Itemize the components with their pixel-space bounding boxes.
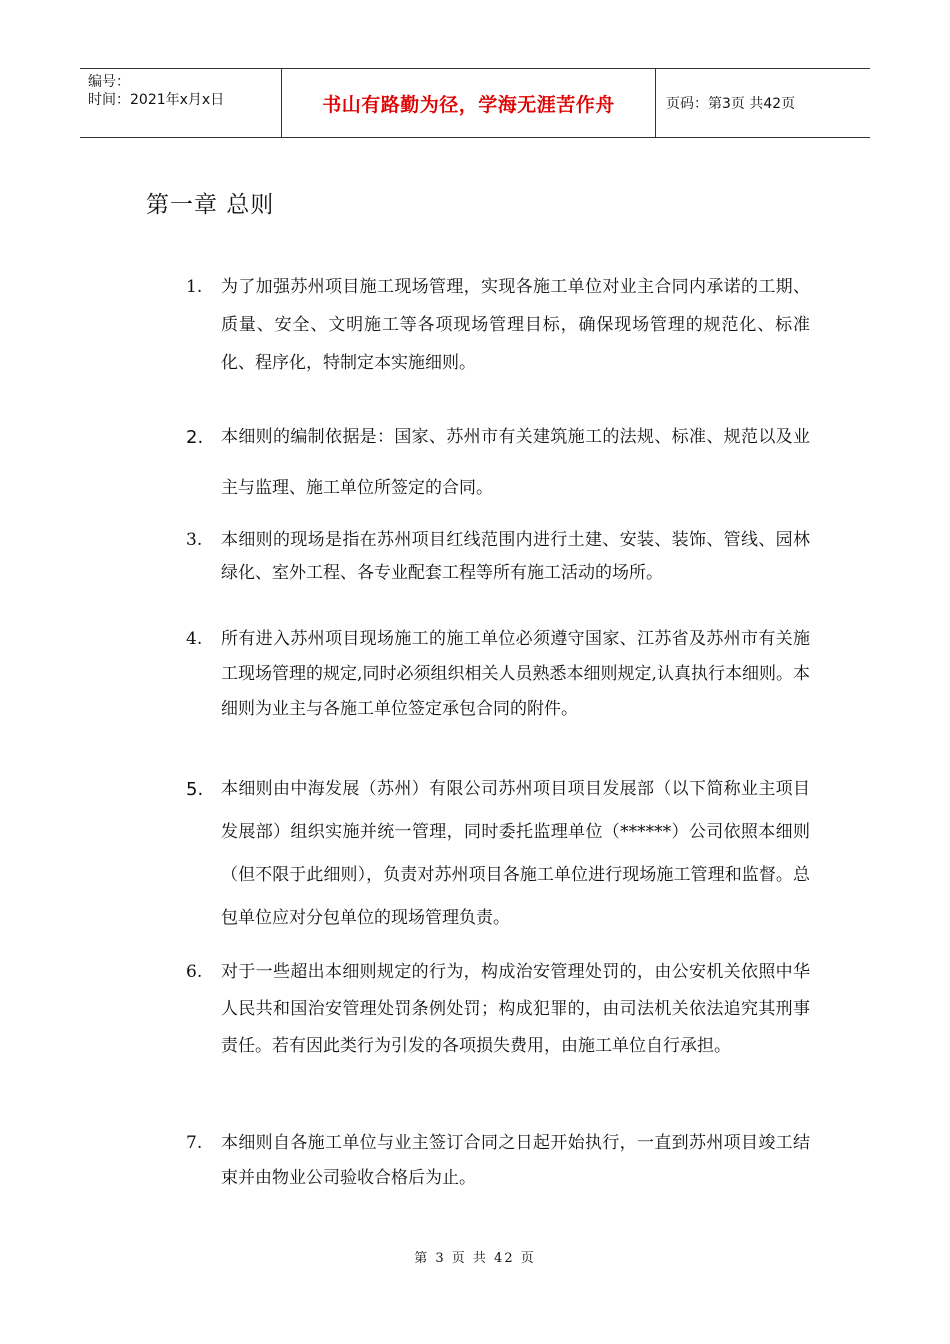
- clause-number: 1.: [186, 277, 203, 297]
- clause-item: [186, 768, 810, 940]
- clause-number: 7.: [186, 1133, 203, 1153]
- header-page-label: 页码：第3页 共42页: [666, 96, 796, 112]
- clause-item: [186, 268, 810, 382]
- clause-text: 为了加强苏州项目施工现场管理，实现各施工单位对业主合同内承诺的工期、质量、安全、文明施工等各项现场管理目标，确保现场管理的规范化、标准化、程序化，特制定本实施细则。: [221, 277, 810, 373]
- page-footer: 第 3 页 共 42 页: [414, 1251, 536, 1266]
- chapter-title: 第一章 总则: [146, 192, 275, 218]
- clause-item: [186, 1126, 810, 1196]
- clause-text: 本细则由中海发展（苏州）有限公司苏州项目项目发展部（以下简称业主项目发展部）组织实施并统一管理，同时委托监理单位（******）公司依照本细则（但不限于此细则），负责对苏州项目各施工单位进行现场施工管理和监督。总包单位应对分包单位的现场管理负责。: [221, 779, 810, 928]
- document-header: [80, 68, 870, 138]
- header-info-cell: [80, 69, 282, 137]
- clause-number: 2.: [186, 427, 204, 448]
- clause-item: [186, 412, 810, 514]
- clause-text: 本细则的编制依据是：国家、苏州市有关建筑施工的法规、标准、规范以及业主与监理、施工单位所签定的合同。: [221, 427, 810, 498]
- clause-text: 所有进入苏州项目现场施工的施工单位必须遵守国家、江苏省及苏州市有关施工现场管理的规定,同时必须组织相关人员熟悉本细则规定,认真执行本细则。本细则为业主与各施工单位签定承包合同的附件。: [221, 629, 810, 719]
- clause-text: 本细则自各施工单位与业主签订合同之日起开始执行，一直到苏州项目竣工结束并由物业公司验收合格后为止。: [221, 1133, 810, 1188]
- clause-item: [186, 954, 810, 1065]
- clause-text: 对于一些超出本细则规定的行为，构成治安管理处罚的，由公安机关依照中华人民共和国治安管理处罚条例处罚；构成犯罪的，由司法机关依法追究其刑事责任。若有因此类行为引发的各项损失费用，由施工单位自行承担。: [221, 962, 810, 1056]
- clause-item: [186, 524, 810, 590]
- clause-number: 3.: [186, 530, 203, 550]
- document-code-label: 编号：: [88, 74, 130, 90]
- clause-number: 5.: [186, 779, 204, 800]
- clause-number: 4.: [186, 629, 203, 649]
- clause-text: 本细则的现场是指在苏州项目红线范围内进行土建、安装、装饰、管线、园林绿化、室外工程、各专业配套工程等所有施工活动的场所。: [221, 530, 810, 583]
- header-motto: 书山有路勤为径，学海无涯苦作舟: [282, 69, 656, 137]
- clause-number: 6.: [186, 962, 203, 982]
- document-date-label: 时间：2021年x月x日: [88, 92, 225, 108]
- clause-item: [186, 622, 810, 727]
